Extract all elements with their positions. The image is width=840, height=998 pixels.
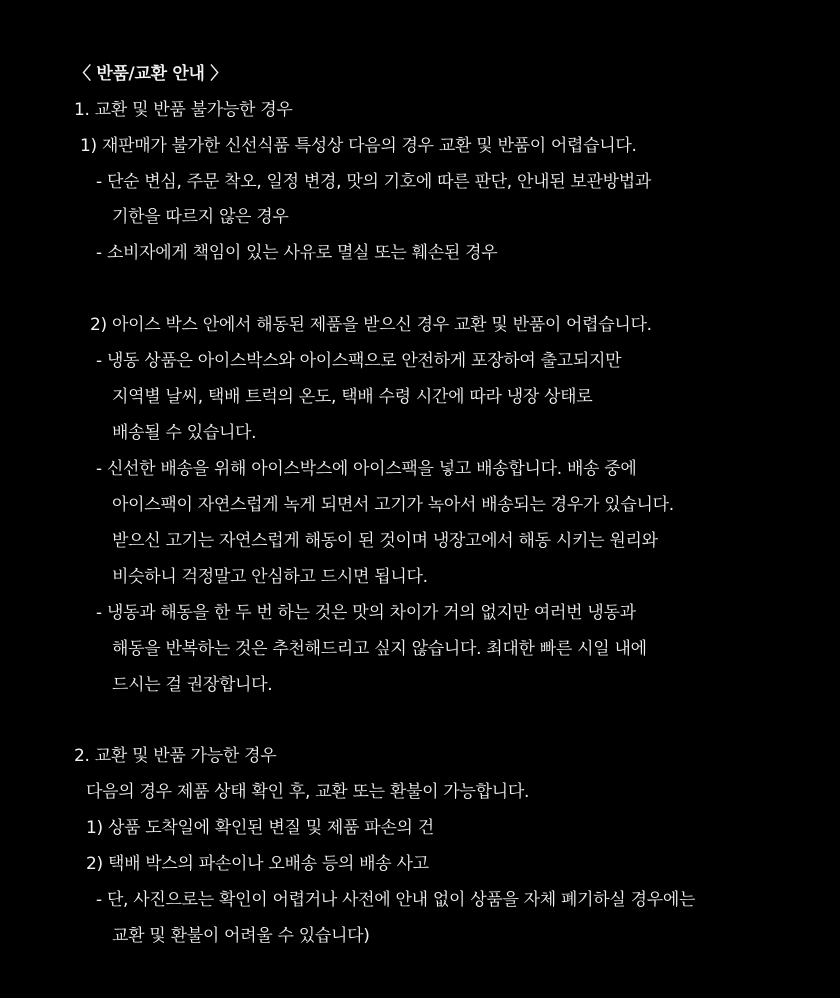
section-1-item-1-bullet-1-line-2: 기한을 따르지 않은 경우 bbox=[112, 207, 289, 227]
section-1-item-2-bullet-1-line-1: - 냉동 상품은 아이스박스와 아이스팩으로 안전하게 포장하여 출고되지만 bbox=[96, 351, 622, 371]
section-1-item-2-bullet-2-line-1: - 신선한 배송을 위해 아이스박스에 아이스팩을 넣고 배송합니다. 배송 중에 bbox=[96, 459, 637, 479]
section-1-item-1-bullet-1-line-1: - 단순 변심, 주문 착오, 일정 변경, 맛의 기호에 따른 판단, 안내된 보관방법과 bbox=[96, 172, 652, 192]
section-1-item-1-bullet-2: - 소비자에게 책임이 있는 사유로 멸실 또는 훼손된 경우 bbox=[96, 243, 498, 263]
section-2-item-2: 2) 택배 박스의 파손이나 오배송 등의 배송 사고 bbox=[86, 854, 429, 874]
section-2-intro: 다음의 경우 제품 상태 확인 후, 교환 또는 환불이 가능합니다. bbox=[86, 782, 530, 802]
section-2-note-line-1: - 단, 사진으로는 확인이 어렵거나 사전에 안내 없이 상품을 자체 폐기하실 경우에는 bbox=[96, 890, 696, 910]
section-2-note-line-2: 교환 및 환불이 어려울 수 있습니다) bbox=[112, 926, 370, 946]
section-1-item-2-bullet-2-line-3: 받으신 고기는 자연스럽게 해동이 된 것이며 냉장고에서 해동 시키는 원리와 bbox=[112, 531, 658, 551]
section-1-item-2-bullet-2-line-2: 아이스팩이 자연스럽게 녹게 되면서 고기가 녹아서 배송되는 경우가 있습니다. bbox=[112, 495, 674, 515]
notice-title: 〈 반품/교환 안내 〉 bbox=[74, 64, 227, 84]
section-2-heading: 2. 교환 및 반품 가능한 경우 bbox=[74, 746, 277, 766]
section-1-item-2-bullet-1-line-2: 지역별 날씨, 택배 트럭의 온도, 택배 수령 시간에 따라 냉장 상태로 bbox=[112, 387, 593, 407]
section-1-item-2-bullet-3-line-2: 해동을 반복하는 것은 추천해드리고 싶지 않습니다. 최대한 빠른 시일 내에 bbox=[112, 639, 647, 659]
section-1-item-1: 1) 재판매가 불가한 신선식품 특성상 다음의 경우 교환 및 반품이 어렵습니다. bbox=[80, 136, 637, 156]
section-2-item-1: 1) 상품 도착일에 확인된 변질 및 제품 파손의 건 bbox=[86, 818, 434, 838]
section-1-item-2-bullet-2-line-4: 비슷하니 걱정말고 안심하고 드시면 됩니다. bbox=[112, 567, 428, 587]
section-1-heading: 1. 교환 및 반품 불가능한 경우 bbox=[74, 100, 293, 120]
section-1-item-2-bullet-3-line-1: - 냉동과 해동을 한 두 번 하는 것은 맛의 차이가 거의 없지만 여러번 냉동과 bbox=[96, 603, 636, 623]
section-1-item-2: 2) 아이스 박스 안에서 해동된 제품을 받으신 경우 교환 및 반품이 어렵습니다. bbox=[90, 315, 652, 335]
section-1-item-2-bullet-1-line-3: 배송될 수 있습니다. bbox=[112, 423, 257, 443]
section-1-item-2-bullet-3-line-3: 드시는 걸 권장합니다. bbox=[112, 675, 273, 695]
